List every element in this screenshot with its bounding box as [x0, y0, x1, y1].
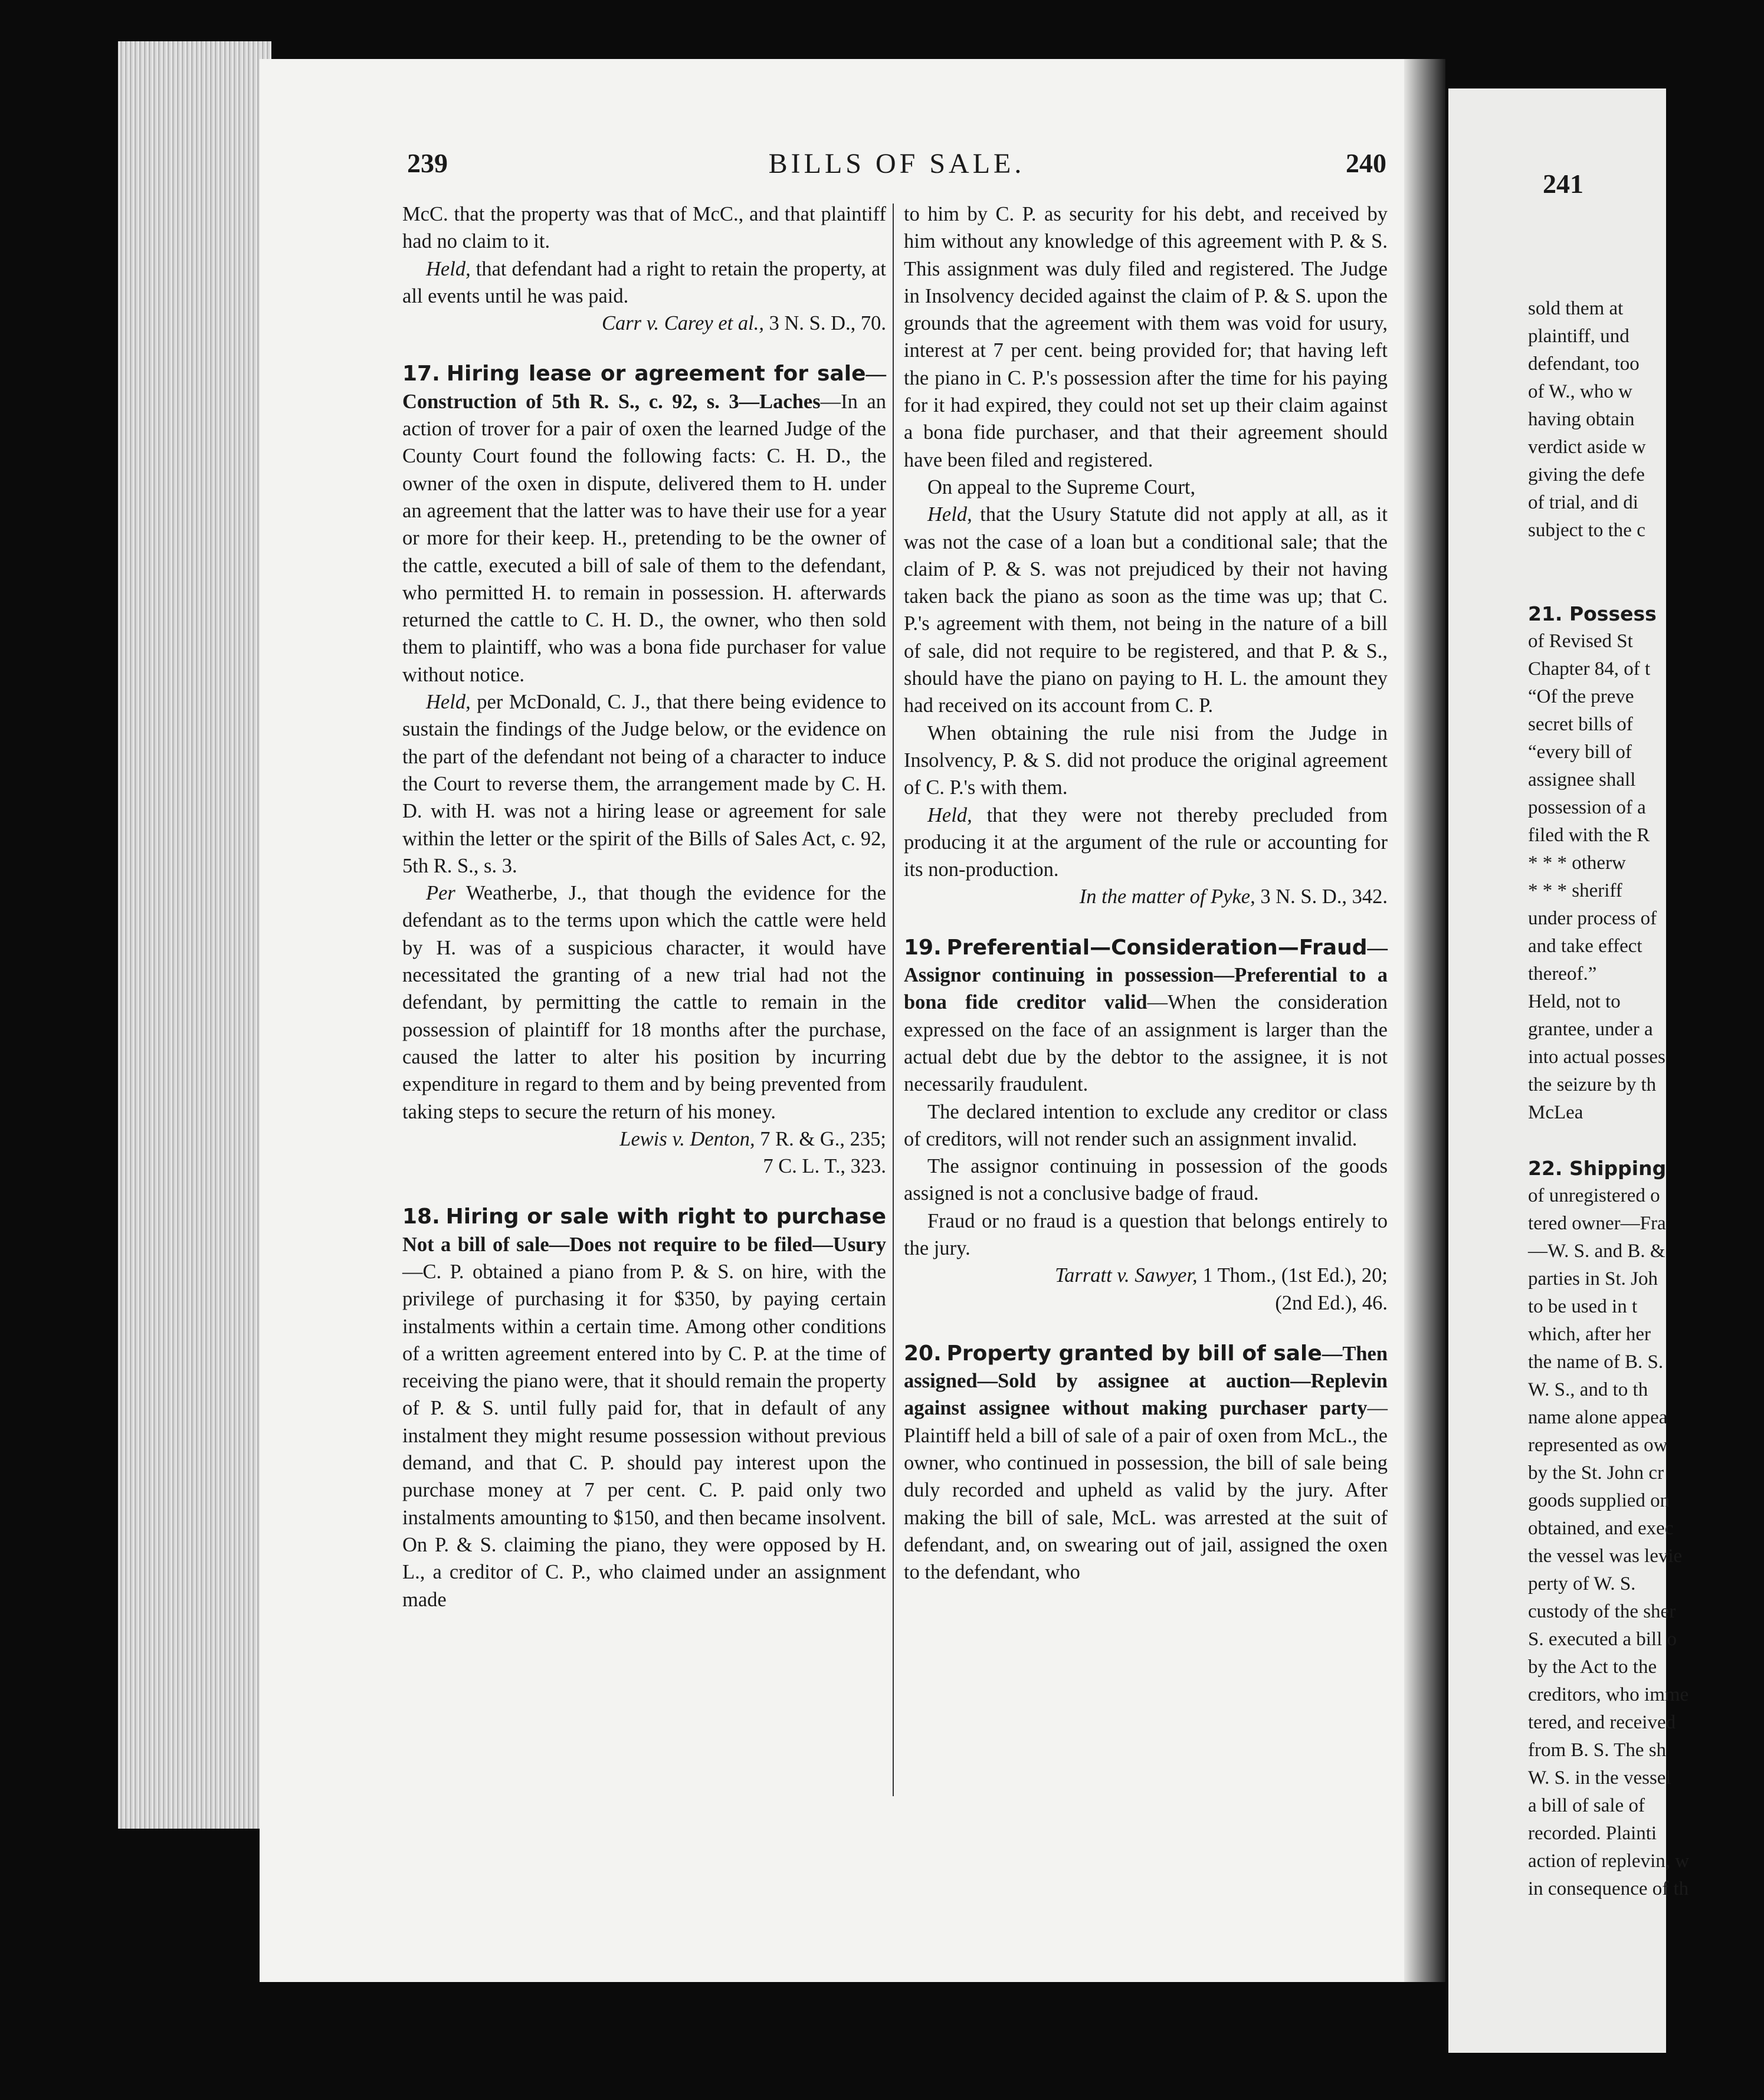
holding: Held, per McDonald, C. J., that there being evidence to sustain the findings of the Judge below, or the evidence on the part of the defendant not being of a character to induce the Court to reverse them, the arrangement made by C. H. D. with H. was not a hiring lease or agreement for sale within the letter or the spirit of the Bills of Sales Act, c. 92, 5th R. S., s. 3.: [402, 691, 886, 877]
paragraph: On appeal to the Supreme Court,: [927, 475, 1196, 498]
next-page-line: [1528, 544, 1764, 572]
page-number-right: 240: [1346, 148, 1386, 178]
next-page-line: action of replevin, w: [1528, 1850, 1690, 1872]
next-page-line: S. executed a bill o: [1528, 1629, 1677, 1650]
next-page-line: Held, not to: [1528, 991, 1621, 1012]
next-page-line: having obtain: [1528, 409, 1635, 430]
next-page-line: into actual posses: [1528, 1046, 1665, 1068]
next-page-line: McLea: [1528, 1102, 1583, 1123]
next-page-line: subject to the c: [1528, 520, 1645, 541]
next-page-line: —W. S. and B. &: [1528, 1241, 1665, 1262]
citation: Carr v. Carey et al., 3 N. S. D., 70.: [601, 312, 886, 335]
next-page-number: 241: [1543, 169, 1583, 199]
next-page-line: [1528, 1127, 1764, 1154]
next-page-line: verdict aside w: [1528, 437, 1646, 458]
citation: In the matter of Pyke, 3 N. S. D., 342.: [1079, 885, 1388, 908]
next-page-line: [1528, 572, 1764, 600]
citation-continued: (2nd Ed.), 46.: [1275, 1291, 1388, 1314]
next-page-line: secret bills of: [1528, 714, 1633, 735]
right-column: [904, 201, 1388, 1586]
next-page-line: from B. S. The sh: [1528, 1740, 1667, 1761]
next-page-line: giving the defe: [1528, 464, 1645, 485]
next-page-text: [1528, 295, 1764, 1903]
section-18: 18. Hiring or sale with right to purchase Not a bill of sale—Does not require to be filed—Usury—C. P. obtained a piano from P. & S. on hire, with the privilege of purchasing it for $350, by paying certain instalments within a certain time. Among other conditions of a written agreement entered into by C. P. at the time of receiving the piano were, that it should remain the property of P. & S. until fully paid for, that in default of any instalment they might resume possession without previous demand, and that C. P. should pay interest upon the purchase money at 7 per cent. C. P. paid only two instalments amounting to $150, and then became insolvent. On P. & S. claiming the piano, they were opposed by H. L., a creditor of C. P., who claimed under an assignment made: [402, 1205, 887, 1611]
next-page-line: of W., who w: [1528, 381, 1632, 402]
next-page-line: assignee shall: [1528, 769, 1636, 790]
next-page-line: 21. Possess: [1528, 602, 1657, 625]
next-page-line: * * * sheriff: [1528, 880, 1622, 901]
next-page-line: perty of W. S.: [1528, 1573, 1636, 1594]
next-page-line: Chapter 84, of t: [1528, 658, 1651, 680]
book-page-edges: [118, 41, 271, 1829]
citation: Lewis v. Denton, 7 R. & G., 235;: [619, 1127, 886, 1150]
next-page-line: parties in St. Joh: [1528, 1268, 1658, 1289]
next-page-line: the seizure by th: [1528, 1074, 1657, 1095]
next-page-line: recorded. Plainti: [1528, 1823, 1657, 1844]
next-page-line: and take effect: [1528, 936, 1642, 957]
next-page-line: which, after her: [1528, 1324, 1651, 1345]
column-divider: [893, 204, 894, 1796]
next-page-line: plaintiff, und: [1528, 326, 1629, 347]
page-title: BILLS OF SALE.: [768, 148, 1025, 179]
running-header: [407, 147, 1386, 195]
next-page-line: “every bill of: [1528, 741, 1632, 763]
next-page-line: represented as ow: [1528, 1435, 1668, 1456]
next-page-line: creditors, who imme: [1528, 1684, 1689, 1705]
left-column: [402, 201, 886, 1613]
paragraph: to him by C. P. as security for his debt, and received by him without any knowledge of this agreement with P. & S. This assignment was duly filed and registered. The Judge in Insolvency decided against the claim of P. & S. upon the grounds that the agreement with them was void for usury, interest at 7 per cent. being provided for; that having left the piano in C. P.'s possession after the time for his paying for it had expired, they could not set up their claim against a bona fide purchaser, and that their agreement should have been filed and registered.: [904, 203, 1388, 471]
next-page-line: defendant, too: [1528, 353, 1640, 375]
next-page-line: tered, and received: [1528, 1712, 1676, 1733]
next-page-line: a bill of sale of: [1528, 1795, 1645, 1816]
next-page-line: name alone appea: [1528, 1407, 1668, 1428]
section-19: 19. Preferential—Consideration—Fraud—Assignor continuing in possession—Preferential to a bona fide creditor valid—When the consideration expressed on the face of an assignment is larger than the actual debt due by the debtor to the assignee, it is not necessarily fraudulent.: [904, 935, 1388, 1096]
next-page-line: goods supplied on: [1528, 1490, 1670, 1511]
next-page: [1448, 88, 1690, 2053]
next-page-line: filed with the R: [1528, 825, 1650, 846]
next-page-line: to be used in t: [1528, 1296, 1638, 1317]
next-page-line: by the Act to the: [1528, 1656, 1657, 1678]
next-page-line: 22. Shipping: [1528, 1157, 1667, 1180]
next-page-line: of Revised St: [1528, 631, 1633, 652]
citation-continued: 7 C. L. T., 323.: [763, 1155, 886, 1178]
holding: Held, that they were not thereby precluded from producing it at the argument of the rule or accounting for its non-production.: [904, 803, 1388, 881]
next-page-line: of trial, and di: [1528, 492, 1638, 513]
next-page-line: obtained, and exec: [1528, 1518, 1674, 1539]
next-page-line: of unregistered o: [1528, 1185, 1660, 1206]
holding: Held, that defendant had a right to retain the property, at all events until he was paid.: [402, 257, 886, 307]
next-page-line: “Of the preve: [1528, 686, 1634, 707]
section-17: 17. Hiring lease or agreement for sale—Construction of 5th R. S., c. 92, s. 3—Laches—In an action of trover for a pair of oxen the learned Judge of the County Court found the following facts: C. H. D., the owner of the oxen in dispute, delivered them to H. under an agreement that the latter was to have their use for a year or more for their keep. H., pretending to be the owner of the cattle, executed a bill of sale of them to the defendant, who permitted H. to remain in possession. H. afterwards returned the cattle to C. H. D., the owner, who then sold them to plaintiff, who was a bona fide purchaser for value without notice.: [402, 362, 887, 686]
next-page-line: in consequence of th: [1528, 1878, 1689, 1899]
next-page-line: possession of a: [1528, 797, 1646, 818]
paragraph: Fraud or no fraud is a question that belongs entirely to the jury.: [904, 1209, 1388, 1259]
next-page-line: sold them at: [1528, 298, 1624, 319]
next-page-line: * * * otherw: [1528, 852, 1626, 874]
paragraph: When obtaining the rule nisi from the Judge in Insolvency, P. & S. did not produce the original agreement of C. P.'s with them.: [904, 721, 1388, 799]
next-page-line: under process of: [1528, 908, 1657, 929]
section-20: 20. Property granted by bill of sale—Then assigned—Sold by assignee at auction—Replevin against assignee without making purchaser party—Plaintiff held a bill of sale of a pair of oxen from McL., the owner, who continued in possession, the bill of sale being duly recorded and upheld as valid by the jury. After making the bill of sale, McL. was arrested at the suit of defendant, and, on swearing out of jail, assigned the oxen to the defendant, who: [904, 1341, 1388, 1584]
next-page-line: the name of B. S.: [1528, 1351, 1664, 1373]
next-page-line: tered owner—Fra: [1528, 1213, 1666, 1234]
next-page-line: by the St. John cr: [1528, 1462, 1664, 1484]
next-page-line: thereof.”: [1528, 963, 1597, 985]
opinion: Per Weatherbe, J., that though the evidence for the defendant as to the terms upon which the cattle were held by H. was of a suspicious character, it would have necessitated the granting of a new trial had not the defendant, by permitting the cattle to remain in the possession of plaintiff for 18 months after the purchase, caused the latter to alter his position by incurring expenditure in regard to them and by being prevented from taking steps to secure the return of his money.: [402, 882, 886, 1123]
book-gutter: [1404, 59, 1445, 1982]
next-page-line: the vessel was levie: [1528, 1546, 1683, 1567]
citation: Tarratt v. Sawyer, 1 Thom., (1st Ed.), 20;: [1055, 1264, 1388, 1287]
next-page-line: W. S., and to th: [1528, 1379, 1648, 1400]
page-number-left: 239: [407, 148, 448, 178]
paragraph: The declared intention to exclude any creditor or class of creditors, will not render such an assignment invalid.: [904, 1100, 1388, 1150]
next-page-line: custody of the sher: [1528, 1601, 1676, 1622]
paragraph: The assignor continuing in possession of the goods assigned is not a conclusive badge of fraud.: [904, 1155, 1388, 1205]
next-page-line: grantee, under a: [1528, 1019, 1653, 1040]
paragraph: McC. that the property was that of McC., and that plaintiff had no claim to it.: [402, 203, 886, 253]
holding: Held, that the Usury Statute did not apply at all, as it was not the case of a loan but a conditional sale; that the claim of P. & S. was not prejudiced by their not having taken back the piano as soon as the time was up; that C. P.'s agreement with them, not being in the nature of a bill of sale, did not require to be registered, and that P. & S., should have the piano on paying to H. L. the amount they had received on its account from C. P.: [904, 503, 1388, 717]
next-page-line: W. S. in the vessel: [1528, 1767, 1671, 1789]
